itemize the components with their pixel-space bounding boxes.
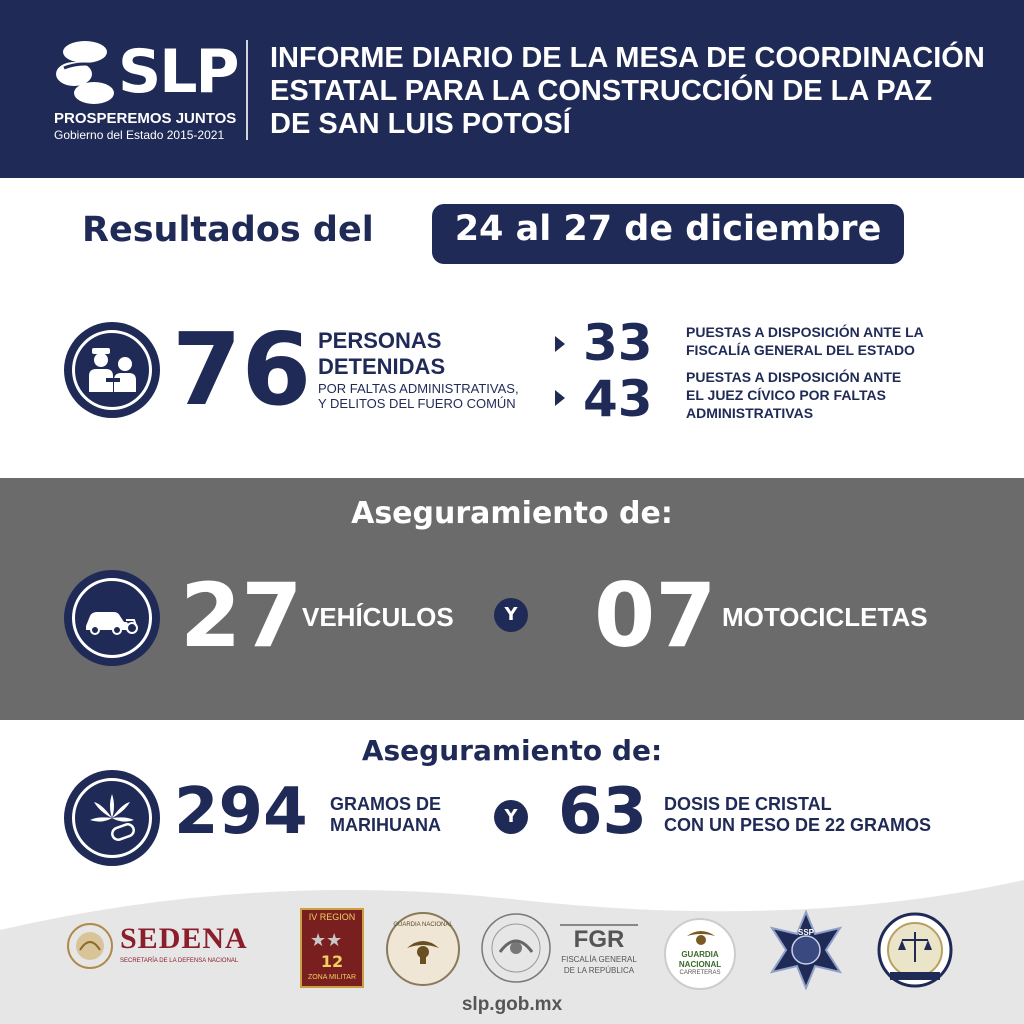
page-title [270,42,1010,141]
vehicles-label: VEHÍCULOS [302,602,454,632]
juez-line2: EL JUEZ CÍVICO POR FALTAS [686,387,886,403]
sedena-name: SEDENA [120,922,248,955]
cannabis-pill-icon [64,770,160,866]
cristal-line1: DOSIS DE CRISTAL [664,794,832,814]
logo-subtitle: Gobierno del Estado 2015-2021 [54,128,225,142]
detained-person-icon [64,322,160,418]
guardia-nacional-seal-icon [386,912,460,986]
detained-total: 76 [172,311,312,428]
logo-tagline: PROSPEREMOS JUNTOS [54,110,237,127]
stars-icon: ★★ [310,930,343,951]
arrow-icon [555,390,565,406]
fiscalia-line1: PUESTAS A DISPOSICIÓN ANTE LA [686,324,924,340]
gn-carreteras-line2: NACIONAL [678,960,722,969]
juez-line3: ADMINISTRATIVAS [686,405,814,421]
fgr-line1: FISCALÍA GENERAL [561,955,637,964]
eagle-icon [405,934,441,966]
drugs-section-title: Aseguramiento de: [361,734,663,767]
juez-line1: PUESTAS A DISPOSICIÓN ANTE [686,369,902,385]
page-title-line-3: DE SAN LUIS POTOSÍ [270,108,571,140]
eagle-icon [686,926,716,948]
logo-wordmark: SLP [118,37,238,107]
vehicles-section-title: Aseguramiento de: [351,496,673,531]
fiscalia-estado-seal-icon [874,910,956,990]
gn-carreteras-line3: CARRETERAS [679,970,721,976]
fgr-name: FGR [573,926,625,953]
detained-desc-line2: Y DELITOS DEL FUERO COMÚN [318,396,516,411]
fiscalia-line2: FISCALÍA GENERAL DEL ESTADO [686,342,915,358]
marihuana-line2: MARIHUANA [330,815,441,835]
sedena-subtitle: SECRETARÍA DE LA DEFENSA NACIONAL [120,958,239,964]
region-top-text: IV REGION [308,912,356,922]
estados-unidos-mexicanos-seal-icon [480,912,552,984]
vehicles-value: 27 [180,564,303,667]
slp-logo-icon [54,38,116,106]
mexico-eagle-seal-icon [66,922,114,970]
gn-carreteras-seal-icon [664,918,736,990]
zona-militar-badge-icon [300,908,364,988]
connector-y: Y [494,598,528,632]
guardia-text: GUARDIA NACIONAL [393,922,453,928]
page-title-line-1: INFORME DIARIO DE LA MESA DE COORDINACIÓN [270,42,985,74]
juez-value: 43 [583,370,653,428]
cristal-value: 63 [558,775,648,849]
page-title-line-2: ESTATAL PARA LA CONSTRUCCIÓN DE LA PAZ [270,75,933,107]
region-bottom-text: ZONA MILITAR [307,974,357,981]
results-label: Resultados del [82,210,374,250]
fgr-line2: DE LA REPÚBLICA [563,966,635,975]
date-range: 24 al 27 de diciembre [454,209,882,249]
gn-carreteras-line1: GUARDIA [681,950,719,959]
website-url: slp.gob.mx [461,994,563,1015]
cristal-line2: CON UN PESO DE 22 GRAMOS [664,815,932,835]
arrow-icon [555,336,565,352]
ssp-text: SSP [797,928,815,937]
marihuana-value: 294 [174,775,308,849]
ssp-star-badge-icon [766,910,846,990]
detained-title-line2: DETENIDAS [318,354,446,379]
header-divider [246,40,248,140]
motorcycles-label: MOTOCICLETAS [722,602,928,632]
marihuana-line1: GRAMOS DE [330,794,442,814]
detained-desc-line1: POR FALTAS ADMINISTRATIVAS, [318,381,519,396]
fiscalia-value: 33 [583,314,653,372]
connector-y: Y [494,800,528,834]
car-motorcycle-icon [64,570,160,666]
motorcycles-value: 07 [594,564,717,667]
region-number: 12 [320,952,344,971]
detained-title-line1: PERSONAS [318,328,442,353]
